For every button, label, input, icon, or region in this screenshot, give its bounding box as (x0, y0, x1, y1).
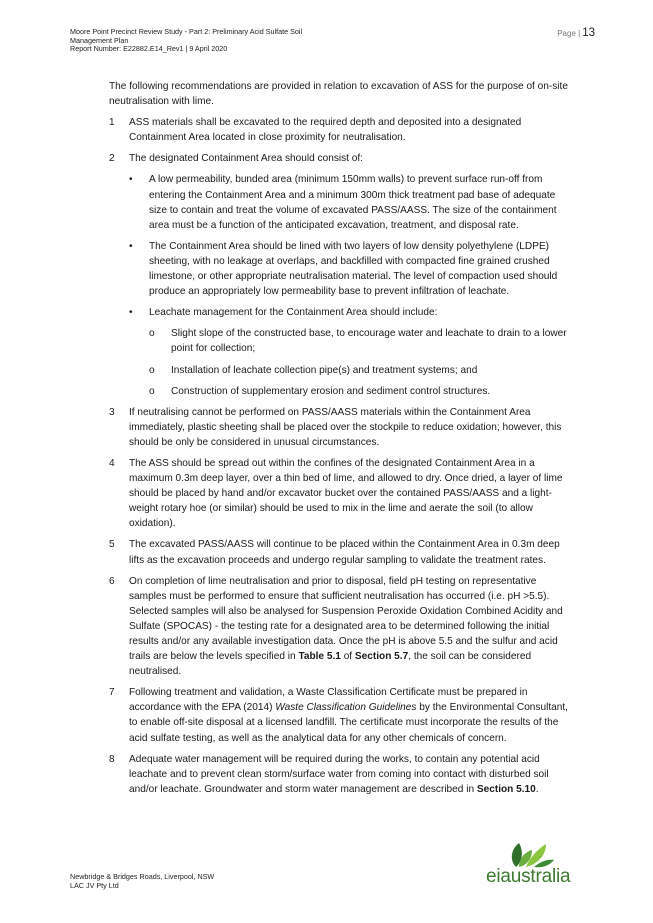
item-text: The excavated PASS/AASS will continue to be placed within the Containment Area in 0.3m deep lifts as the excavation proceeds and undergo regular sampling to validate the treatment rates. (129, 539, 560, 566)
bullet-text: The Containment Area should be lined with two layers of low density polyethylene (LDPE) sheeting, with no leakage at overlaps, and backfilled with compacted fine grained crushed limestone, or other appropriate neutralisation material. The level of compaction used should produce an appropriately low permeability base to prevent infiltration of leachate. (149, 240, 558, 298)
sub-bullet-text: Slight slope of the constructed base, to encourage water and leachate to drain to a lower point for collection; (171, 328, 567, 355)
list-item (109, 574, 572, 680)
page-number (557, 27, 595, 39)
bullet-icon: • (129, 174, 133, 186)
section-reference: Section 5.10 (476, 783, 536, 795)
header-title-line2: Management Plan (70, 35, 129, 45)
sub-bullet-item (149, 326, 572, 356)
intro-paragraph: The following recommendations are provided in relation to excavation of ASS for the purpose of on-site neutralisation with lime. (109, 81, 568, 108)
section-reference: Section 5.7 (354, 651, 409, 663)
item-text: The designated Containment Area should consist of: (129, 153, 363, 165)
bullet-icon: • (129, 240, 133, 252)
item-text: If neutralising cannot be performed on PASS/AASS materials within the Containment Area immediately, plastic sheeting shall be placed over the stockpile to reduce oxidation; however, this should be only be considered in unusual circumstances. (129, 406, 562, 448)
item-number: 7 (109, 687, 115, 699)
item-number: 4 (109, 457, 115, 469)
page-label: Page | (557, 29, 581, 38)
footer-company: LAC JV Pty Ltd (70, 881, 119, 890)
footer-address: Newbridge & Bridges Roads, Liverpool, NSW (70, 872, 215, 881)
bullet-text: A low permeability, bunded area (minimum 150mm walls) to prevent surface run-off from entering the Containment Area and a minimum 300m thick treatment pad base of adequate size to contain and treat the volume of excavated PASS/AASS. The size of the containment area must be a function of the anticipated excavation, treatment, and disposal rate. (149, 174, 557, 231)
bullet-item (129, 172, 572, 232)
item-number: 8 (109, 753, 115, 765)
list-item (109, 685, 572, 745)
item-number: 5 (109, 539, 115, 551)
header-report-number: Report Number: E22882.E14_Rev1 | 9 April 2020 (70, 44, 228, 54)
list-item (109, 151, 572, 398)
bullet-item (129, 239, 572, 299)
item-text: Following treatment and validation, a Waste Classification Certificate must be prepared in accordance with the EPA (2014) Waste Classification Guidelines by the Environmental Consultant, to enable off-site disposal at a licensed landfill. The certificate must incorporate the results of the acid sulfate testing, as well as the analytical data for any other chemicals of concern. (129, 687, 568, 744)
company-logo (486, 840, 596, 892)
sub-bullet-item (149, 363, 572, 378)
sub-bullet-icon: o (149, 385, 155, 397)
item-text: On completion of lime neutralisation and prior to disposal, field pH testing on representative samples must be performed to ensure that sufficient neutralisation has occurred (i.e. pH >5.5). Selected samples will also be analysed for Suspension Peroxide Oxidation Combined Acidity and Sulfate (SPOCAS) - the testing rate for a designated area to be determined following the initial results and/or any available investigation data. Once the pH is above 5.5 and the sulfur and acid trails are below the levels specified in Table 5.1 of Section 5.7, the soil can be considered neutralised. (129, 575, 563, 678)
sub-bullet-item (149, 384, 572, 399)
guideline-title: Waste Classification Guidelines (275, 702, 417, 714)
item-number: 6 (109, 575, 115, 587)
bullet-item (129, 305, 572, 398)
document-body (109, 79, 572, 803)
document-header (70, 28, 370, 54)
item-number: 2 (109, 153, 115, 165)
document-footer (70, 872, 214, 890)
list-item (109, 456, 572, 531)
item-text: Adequate water management will be required during the works, to contain any potential acid leachate and to prevent clean storm/surface water from coming into contact with disturbed soil and/or leachate. Groundwater and storm water management are described in Section 5.10. (129, 753, 549, 795)
list-item (109, 752, 572, 797)
item-number: 1 (109, 117, 115, 129)
item-text: The ASS should be spread out within the confines of the designated Containment Area in a maximum 0.3m deep layer, over a thin bed of lime, and allowed to dry. Once dried, a layer of lime should be placed by hand and/or excavator bucket over the contained PASS/AASS and a light-weight rotary hoe (or similar) should be used to mix in the lime and aerate the soil (to allow oxidation). (129, 457, 563, 530)
table-reference: Table 5.1 (298, 651, 341, 663)
page-number-value: 13 (582, 27, 595, 39)
item-number: 3 (109, 406, 115, 418)
list-item (109, 537, 572, 567)
header-title-line1: Moore Point Precinct Review Study - Part 2: Preliminary Acid Sulfate Soil (70, 27, 303, 36)
sub-bullet-text: Construction of supplementary erosion and sediment control structures. (171, 385, 491, 397)
logo-wordmark: eiaustralia (486, 866, 571, 887)
bullet-icon: • (129, 307, 133, 319)
list-item (109, 405, 572, 450)
sub-bullet-text: Installation of leachate collection pipe(s) and treatment systems; and (171, 364, 478, 376)
sub-bullet-icon: o (149, 328, 155, 340)
item-text: ASS materials shall be excavated to the required depth and deposited into a designated Containment Area located in close proximity for neutralisation. (129, 117, 522, 144)
list-item (109, 115, 572, 145)
bullet-text: Leachate management for the Containment Area should include: (149, 307, 438, 319)
sub-bullet-icon: o (149, 364, 155, 376)
